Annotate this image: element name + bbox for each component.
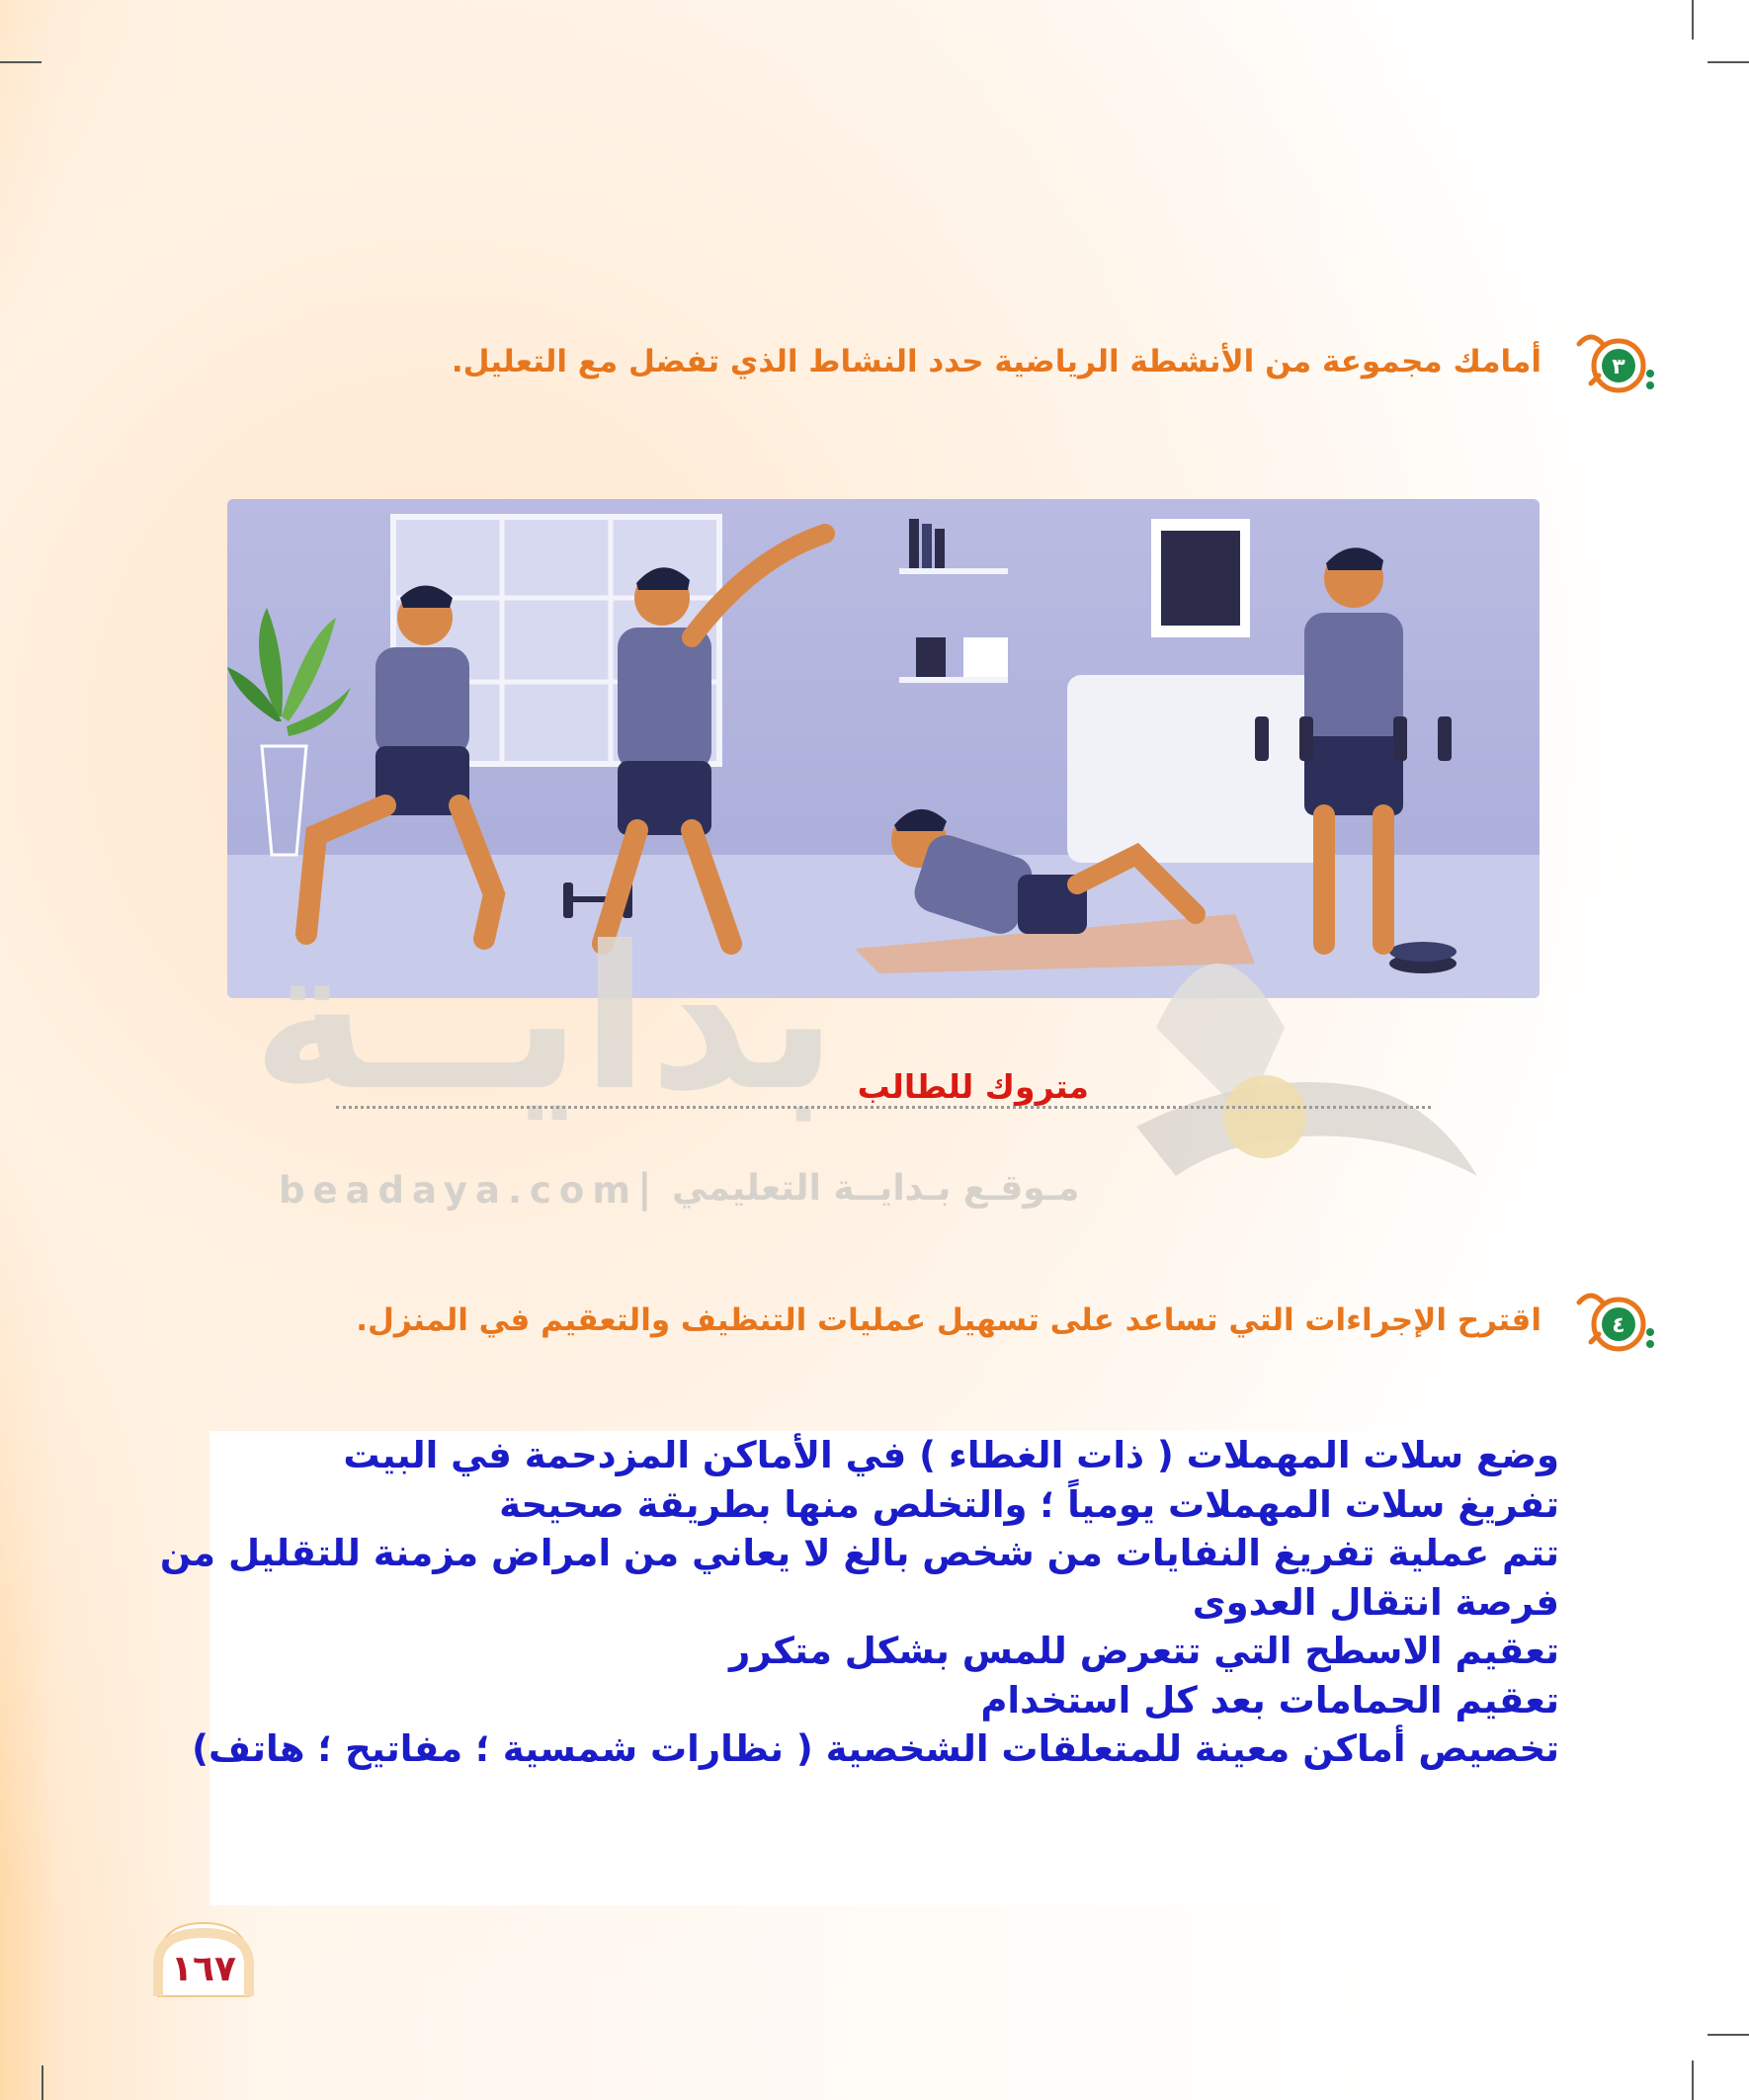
answer-line-5: تعقيم الاسطح التي تتعرض للمس بشكل متكرر: [729, 1630, 1559, 1672]
crop-mark: [1707, 61, 1749, 63]
crop-mark: [1707, 2034, 1749, 2036]
crop-mark: [1692, 0, 1694, 40]
answer-line: [336, 1106, 1431, 1109]
watermark-site: beadaya.com: [279, 1169, 638, 1212]
watermark-logo-text: بدايــة: [252, 904, 838, 1134]
answer-line-2: تفريغ سلات المهملات يومياً ؛ والتخلص منها بطريقة صحيحة: [499, 1482, 1559, 1526]
answer-line-4: فرصة انتقال العدوى: [1192, 1580, 1559, 1624]
question-4-text: اقترح الإجراءات التي تساعد على تسهيل عمليات التنظيف والتعقيم في المنزل.: [356, 1302, 1541, 1338]
crop-mark: [1692, 2060, 1694, 2100]
left-for-student-label: متروك للطالب: [857, 1067, 1089, 1106]
crop-mark: [42, 2065, 43, 2100]
page-number: ١٦٧: [171, 1949, 236, 1989]
watermark-divider: |: [637, 1166, 652, 1212]
answer-line-3: تتم عملية تفريغ النفايات من شخص بالغ لا يعاني من امراض مزمنة للتقليل من: [159, 1532, 1559, 1574]
question-3-text: أمامك مجموعة من الأنشطة الرياضية حدد النشاط الذي تفضل مع التعليل.: [451, 344, 1541, 379]
question-number: ٣: [1612, 355, 1625, 379]
question-number: ٤: [1612, 1313, 1625, 1338]
answer-box: [159, 1431, 1583, 1905]
answer-line-1: وضع سلات المهملات ( ذات الغطاء ) في الأماكن المزدحمة في البيت: [343, 1434, 1559, 1476]
answer-line-6: تعقيم الحمامات بعد كل استخدام: [980, 1678, 1559, 1722]
answer-line-7: تخصيص أماكن معينة للمتعلقات الشخصية ( نظارات شمسية ؛ مفاتيح ؛ هاتف): [192, 1727, 1559, 1770]
watermark-tagline: مـوقـع بـدايــة التعليمي: [672, 1168, 1080, 1209]
question-number-badge: [1569, 322, 1662, 395]
pen-nib-icon: [1136, 919, 1492, 1186]
crop-mark: [0, 61, 42, 63]
question-number-badge: [1569, 1281, 1662, 1354]
page-number-badge: [150, 1915, 257, 2004]
